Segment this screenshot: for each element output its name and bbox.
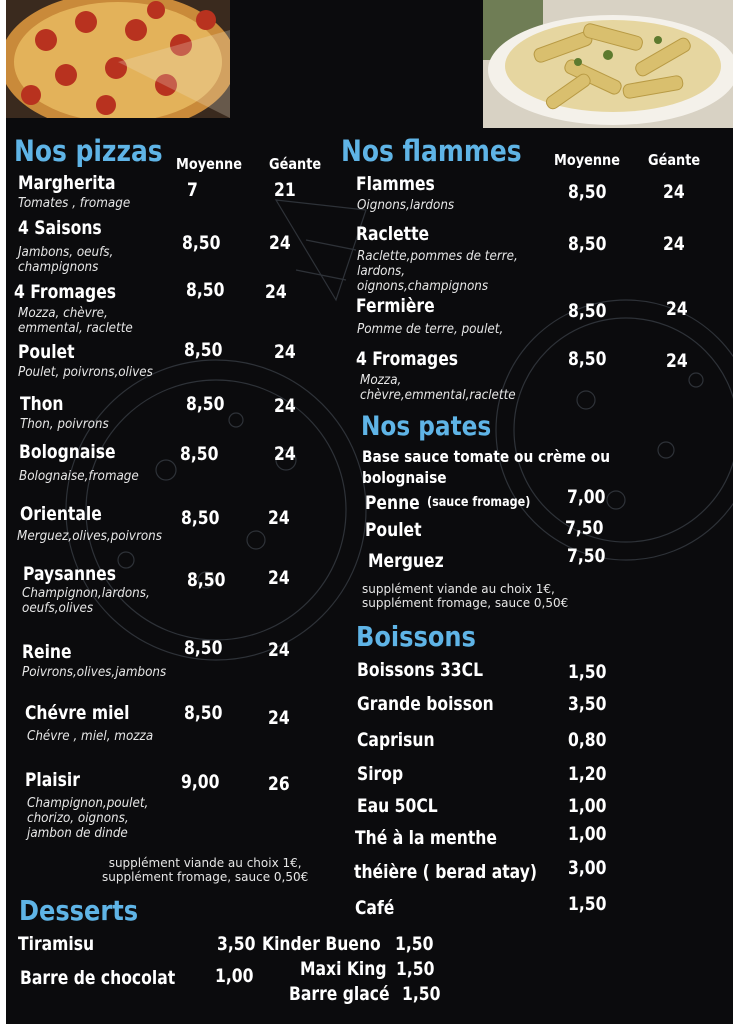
pate-price: 7,50: [565, 517, 604, 539]
pizza-desc: Merguez,olives,poivrons: [17, 529, 163, 544]
pizza-price-large: 24: [268, 567, 290, 589]
pizza-price-large: 24: [265, 281, 287, 303]
pizza-name: Orientale: [20, 503, 102, 525]
boisson-price: 1,00: [568, 795, 607, 817]
pizza-name: Thon: [20, 393, 64, 415]
boisson-name: Eau 50CL: [357, 795, 438, 817]
pizza-desc: Poulet, poivrons,olives: [18, 365, 153, 380]
pizzas-supplement: supplément viande au choix 1€, supplément fromage, sauce 0,50€: [102, 856, 309, 884]
pate-price: 7,00: [567, 486, 606, 508]
pizza-desc: Champignon,lardons, oeufs,olives: [22, 586, 150, 616]
pate-name: Merguez: [368, 550, 444, 572]
pizzas-heading: Nos pizzas: [14, 134, 163, 168]
pizza-price-large: 21: [274, 179, 296, 201]
boisson-price: 1,50: [568, 893, 607, 915]
dessert-name: Barre de chocolat: [20, 967, 176, 989]
pizza-price-large: 24: [268, 507, 290, 529]
pate-price: 7,50: [567, 545, 606, 567]
pizza-photo: [6, 0, 230, 118]
pizzas-col-medium: Moyenne: [176, 155, 242, 173]
pizza-price-medium: 8,50: [187, 569, 226, 591]
pizza-desc: Mozza, chèvre, emmental, raclette: [18, 306, 133, 336]
flamme-price-large: 24: [663, 181, 685, 203]
flamme-desc: Raclette,pommes de terre, lardons, oignons,champignons: [357, 249, 518, 294]
pizza-price-large: 24: [274, 443, 296, 465]
dessert-name: Barre glacé: [289, 983, 390, 1005]
pizza-name: Chévre miel: [25, 702, 130, 724]
pizza-price-large: 24: [268, 639, 290, 661]
pizzas-col-large: Géante: [269, 155, 322, 173]
pates-base: Base sauce tomate ou crème ou bolognaise: [362, 447, 611, 487]
pizza-price-medium: 8,50: [182, 232, 221, 254]
dessert-price: 1,50: [396, 958, 435, 980]
flamme-price-medium: 8,50: [568, 181, 607, 203]
boisson-name: Sirop: [357, 763, 404, 785]
pizza-price-large: 24: [274, 341, 296, 363]
pizza-name: 4 Fromages: [14, 281, 117, 303]
pasta-photo: [483, 0, 733, 128]
pizza-price-large: 24: [274, 395, 296, 417]
boisson-price: 1,50: [568, 661, 607, 683]
flamme-desc: Mozza, chèvre,emmental,raclette: [360, 373, 516, 403]
flamme-desc: Pomme de terre, poulet,: [357, 322, 504, 337]
flamme-name: Raclette: [356, 223, 430, 245]
pizza-desc: Thon, poivrons: [20, 417, 109, 432]
pizza-name: Margherita: [18, 172, 116, 194]
pizza-price-medium: 8,50: [186, 393, 225, 415]
dessert-name: Tiramisu: [18, 933, 95, 955]
flamme-name: Fermière: [356, 295, 435, 317]
pizza-desc: Jambons, oeufs, champignons: [18, 245, 114, 275]
flamme-desc: Oignons,lardons: [357, 198, 455, 213]
pates-heading: Nos pates: [361, 411, 492, 442]
flamme-price-medium: 8,50: [568, 348, 607, 370]
pizza-price-medium: 8,50: [184, 339, 223, 361]
desserts-heading: Desserts: [19, 894, 139, 927]
pizza-name: Bolognaise: [19, 441, 116, 463]
flamme-price-medium: 8,50: [568, 233, 607, 255]
pizza-price-large: 24: [268, 707, 290, 729]
boisson-name: théière ( berad atay): [354, 861, 538, 883]
boisson-name: Grande boisson: [357, 693, 494, 715]
pizza-name: Reine: [22, 641, 72, 663]
boisson-price: 3,50: [568, 693, 607, 715]
flamme-name: Flammes: [356, 173, 435, 195]
pate-name: Poulet: [365, 519, 422, 541]
pizza-price-medium: 8,50: [186, 279, 225, 301]
boisson-name: Caprisun: [357, 729, 435, 751]
dessert-price: 1,50: [395, 933, 434, 955]
pizza-desc: Tomates , fromage: [18, 196, 131, 211]
pizza-price-medium: 7: [187, 179, 198, 201]
pizza-name: Paysannes: [23, 563, 117, 585]
pate-note: (sauce fromage): [427, 495, 531, 510]
boisson-name: Café: [355, 897, 395, 919]
boissons-heading: Boissons: [356, 620, 476, 653]
pates-supplement: supplément viande au choix 1€, supplément fromage, sauce 0,50€: [362, 582, 569, 610]
flamme-price-large: 24: [663, 233, 685, 255]
flamme-price-large: 24: [666, 350, 688, 372]
menu-page: [6, 0, 733, 1024]
pizza-name: 4 Saisons: [18, 217, 102, 239]
pizza-name: Poulet: [18, 341, 75, 363]
flammes-heading: Nos flammes: [341, 134, 522, 168]
pizza-price-medium: 9,00: [181, 771, 220, 793]
pizza-desc: Chévre , miel, mozza: [27, 729, 154, 744]
dessert-price: 1,50: [402, 983, 441, 1005]
pizza-price-medium: 8,50: [181, 507, 220, 529]
pate-name: Penne: [365, 492, 420, 514]
flamme-name: 4 Fromages: [356, 348, 459, 370]
pizza-price-large: 24: [269, 232, 291, 254]
pizza-desc: Bolognaise,fromage: [19, 469, 139, 484]
boisson-name: Boissons 33CL: [357, 659, 484, 681]
boisson-price: 1,00: [568, 823, 607, 845]
pizza-desc: Champignon,poulet, chorizo, oignons, jambon de dinde: [27, 796, 149, 841]
pizza-price-large: 26: [268, 773, 290, 795]
dessert-price: 3,50: [217, 933, 256, 955]
flamme-price-large: 24: [666, 298, 688, 320]
dessert-price: 1,00: [215, 965, 254, 987]
flammes-col-large: Géante: [648, 151, 701, 169]
flammes-col-medium: Moyenne: [554, 151, 620, 169]
boisson-price: 1,20: [568, 763, 607, 785]
boisson-price: 0,80: [568, 729, 607, 751]
boisson-name: Thé à la menthe: [355, 827, 497, 849]
dessert-name: Kinder Bueno: [262, 933, 381, 955]
pizza-price-medium: 8,50: [184, 637, 223, 659]
pizza-price-medium: 8,50: [180, 443, 219, 465]
dessert-name: Maxi King: [300, 958, 387, 980]
pizza-desc: Poivrons,olives,jambons: [22, 665, 167, 680]
pizza-name: Plaisir: [25, 769, 80, 791]
pizza-price-medium: 8,50: [184, 702, 223, 724]
boisson-price: 3,00: [568, 857, 607, 879]
flamme-price-medium: 8,50: [568, 300, 607, 322]
